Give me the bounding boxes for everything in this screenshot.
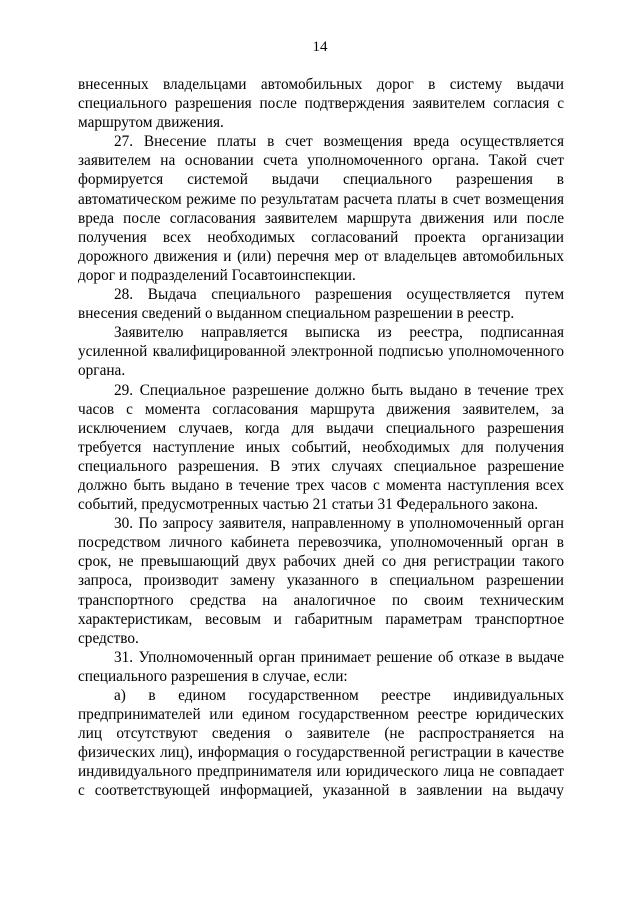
paragraph-28: 28. Выдача специального разрешения осуществляется путем внесения сведений о выданном специальном разрешении в реестр. xyxy=(78,286,564,323)
paragraph-continuation: внесенных владельцами автомобильных дорог в систему выдачи специального разрешения после подтверждения заявителем согласия с маршрутом движения. xyxy=(78,76,564,132)
paragraph-29: 29. Специальное разрешение должно быть выдано в течение трех часов с момента согласования маршрута движения заявителем, за исключением случаев, когда для выдачи специального разрешения требуется наступление иных событий, необходимых для получения специального разрешения. В этих случаях специальное разрешение должно быть выдано в течение трех часов с момента наступления всех событий, предусмотренных частью 21 статьи 31 Федерального закона. xyxy=(78,381,564,514)
paragraph-27: 27. Внесение платы в счет возмещения вреда осуществляется заявителем на основании счета уполномоченного органа. Такой счет формируется системой выдачи специального разрешения в автоматическом режиме по результатам расчета платы в счет возмещения вреда после согласования заявителем маршрута движения или после получения всех необходимых согласований проекта организации дорожного движения и (или) перечня мер от владельцев автомобильных дорог и подразделений Госавтоинспекции. xyxy=(78,133,564,284)
paragraph-31-a: а) в едином государственном реестре индивидуальных предпринимателей или едином государственном реестре юридических лиц отсутствуют сведения о заявителе (не распространяется на физических лиц), информация о государственной регистрации в качестве индивидуального предпринимателя или юридического лица не совпадает с соответствующей информацией, указанной в заявлении на выдачу xyxy=(78,687,564,800)
paragraph-28-extract: Заявителю направляется выписка из реестра, подписанная усиленной квалифицированной электронной подписью уполномоченного органа. xyxy=(78,324,564,380)
paragraph-31: 31. Уполномоченный орган принимает решение об отказе в выдаче специального разрешения в случае, если: xyxy=(78,648,564,685)
paragraph-30: 30. По запросу заявителя, направленному в уполномоченный орган посредством личного кабинета перевозчика, уполномоченный орган в срок, не превышающий двух рабочих дней со дня регистрации такого запроса, производит замену указанного в специальном разрешении транспортного средства на аналогичное по своим техническим характеристикам, весовым и габаритным параметрам транспортное средство. xyxy=(78,515,564,647)
page-number: 14 xyxy=(312,39,328,55)
document-text xyxy=(78,75,564,801)
